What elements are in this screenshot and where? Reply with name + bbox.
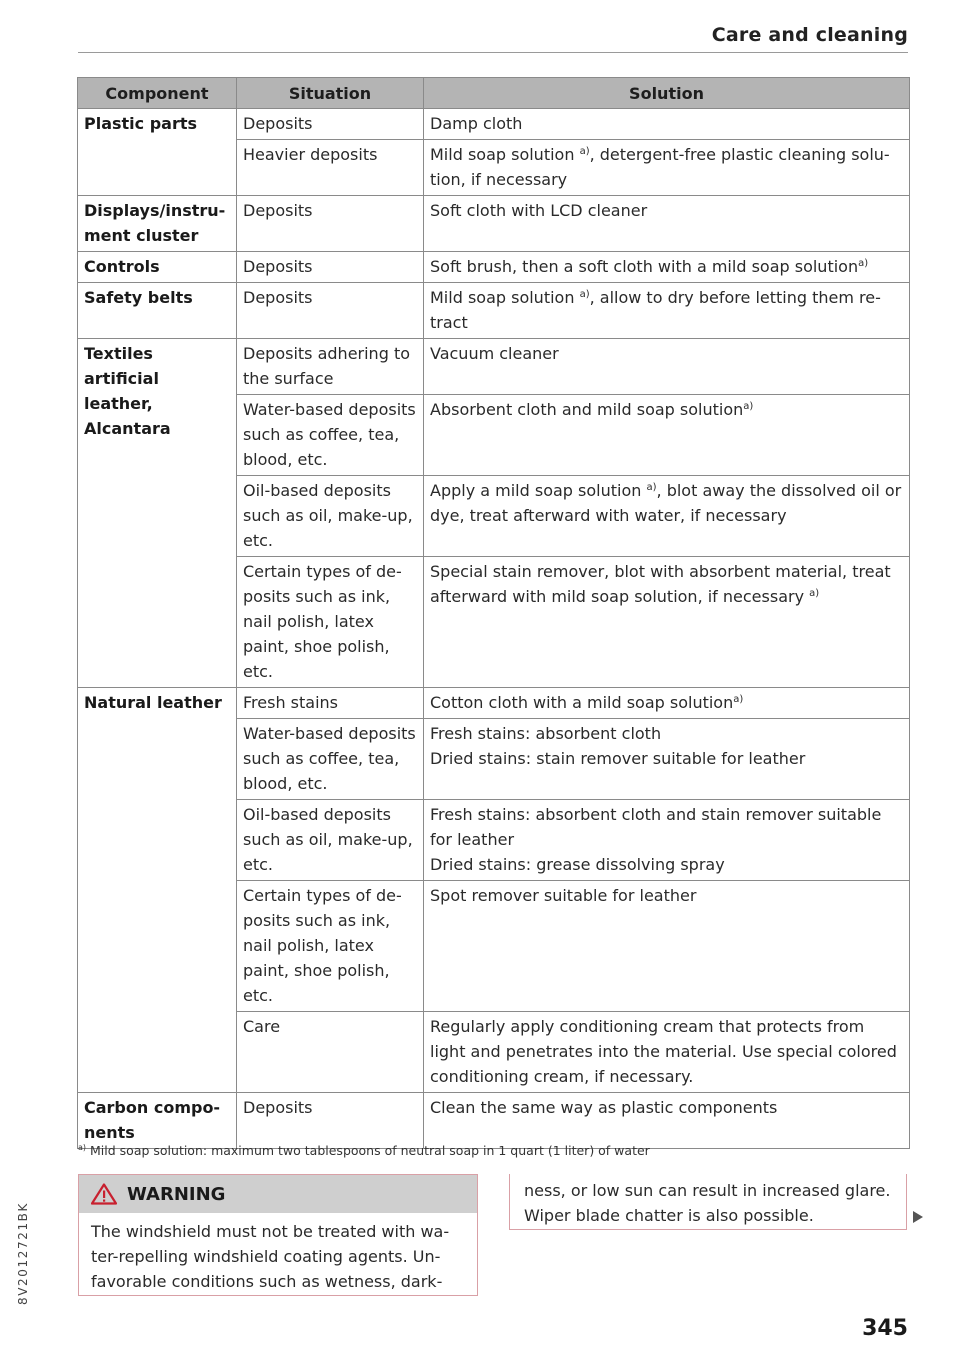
situation-cell: Oil-based deposits such as oil, make-up, etc. [237, 476, 424, 557]
solution-cell: Damp cloth [424, 109, 910, 140]
warning-triangle-icon [91, 1183, 117, 1205]
solution-cell: Absorbent cloth and mild soap solution$^{a)}$ [424, 395, 910, 476]
warning-text: The windshield must not be treated with wa- ter-repelling windshield coating agents. Un- favorable conditions such as wetness, dark- [91, 1222, 450, 1291]
solution-cell: Spot remover suitable for leather [424, 881, 910, 1012]
solution-cell: Regularly apply conditioning cream that protects from light and penetrates into the material. Use special colored conditioning cream, if necessary. [424, 1012, 910, 1093]
footnote-marker: a) [78, 1143, 87, 1152]
footnote-marker: a) [579, 289, 590, 300]
footnote-marker: a) [809, 588, 820, 599]
component-cell: Natural leather [78, 688, 237, 1093]
situation-cell: Heavier deposits [237, 140, 424, 196]
solution-cell: Soft brush, then a soft cloth with a mild soap solution$^{a)}$ [424, 252, 910, 283]
situation-cell: Deposits [237, 196, 424, 252]
table-header-row [78, 78, 910, 109]
column-header-situation: Situation [237, 78, 424, 109]
component-cell: Carbon compo- nents [78, 1093, 237, 1149]
warning-continuation: ness, or low sun can result in increased glare. Wiper blade chatter is also possible. [509, 1174, 907, 1230]
component-cell: Controls [78, 252, 237, 283]
situation-cell: Care [237, 1012, 424, 1093]
solution-cell: Special stain remover, blot with absorbent material, treat afterward with mild soap solution, if necessary $^{a)}$ [424, 557, 910, 688]
table-row [78, 196, 910, 252]
table-row [78, 1093, 910, 1149]
component-cell: Plastic parts [78, 109, 237, 196]
situation-cell: Deposits [237, 283, 424, 339]
situation-cell: Certain types of de- posits such as ink, nail polish, latex paint, shoe polish, etc. [237, 881, 424, 1012]
solution-cell: Fresh stains: absorbent cloth Dried stains: stain remover suitable for leather [424, 719, 910, 800]
solution-cell: Soft cloth with LCD cleaner [424, 196, 910, 252]
footnote-marker: a) [733, 694, 744, 705]
solution-cell: Fresh stains: absorbent cloth and stain remover suitable for leather Dried stains: grease dissolving spray [424, 800, 910, 881]
warning-header [79, 1175, 477, 1213]
page-title: Care and cleaning [711, 24, 908, 46]
component-cell: Displays/instru- ment cluster [78, 196, 237, 252]
footnote-text: Mild soap solution: maximum two tablespoons of neutral soap in 1 quart (1 liter) of water [90, 1143, 650, 1158]
solution-cell: Mild soap solution $^{a)}$, allow to dry before letting them re- tract [424, 283, 910, 339]
solution-cell: Cotton cloth with a mild soap solution$^{a)}$ [424, 688, 910, 719]
solution-cell: Clean the same way as plastic components [424, 1093, 910, 1149]
solution-cell: Mild soap solution $^{a)}$, detergent-free plastic cleaning solu- tion, if necessary [424, 140, 910, 196]
table-row [78, 109, 910, 140]
table-row [78, 339, 910, 395]
situation-cell: Oil-based deposits such as oil, make-up, etc. [237, 800, 424, 881]
column-header-component: Component [78, 78, 237, 109]
component-cell: Textiles artificial leather, Alcantara [78, 339, 237, 688]
table-row [78, 688, 910, 719]
footnote-marker: a) [646, 482, 657, 493]
situation-cell: Water-based deposits such as coffee, tea, blood, etc. [237, 395, 424, 476]
table-row [78, 252, 910, 283]
document-code: 8V2012721BK [16, 1202, 30, 1305]
header-divider [78, 52, 908, 53]
situation-cell: Fresh stains [237, 688, 424, 719]
component-cell: Safety belts [78, 283, 237, 339]
warning-box [78, 1174, 478, 1296]
situation-cell: Water-based deposits such as coffee, tea, blood, etc. [237, 719, 424, 800]
situation-cell: Deposits [237, 109, 424, 140]
footnote-marker: a) [579, 146, 590, 157]
situation-cell: Deposits adhering to the surface [237, 339, 424, 395]
continue-arrow-icon [913, 1211, 923, 1223]
solution-cell: Vacuum cleaner [424, 339, 910, 395]
page-number: 345 [862, 1316, 908, 1341]
footnote [78, 1143, 650, 1158]
solution-cell: Apply a mild soap solution $^{a)}$, blot away the dissolved oil or dye, treat afterward with water, if necessary [424, 476, 910, 557]
table-row [78, 283, 910, 339]
situation-cell: Deposits [237, 252, 424, 283]
warning-title: WARNING [127, 1183, 226, 1205]
footnote-marker: a) [858, 258, 869, 269]
footnote-marker: a) [743, 401, 754, 412]
care-table [77, 77, 910, 1149]
situation-cell: Certain types of de- posits such as ink, nail polish, latex paint, shoe polish, etc. [237, 557, 424, 688]
situation-cell: Deposits [237, 1093, 424, 1149]
column-header-solution: Solution [424, 78, 910, 109]
